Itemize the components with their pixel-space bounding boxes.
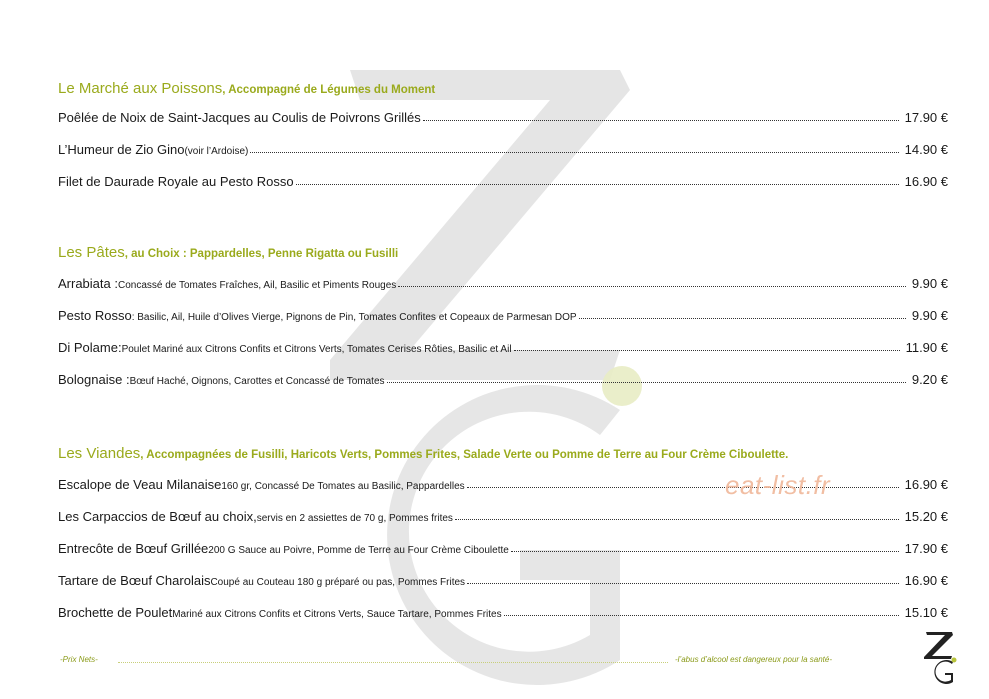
menu-item: Arrabiata : Concassé de Tomates Fraîches, Ail, Basilic et Piments Rouges 9.90 € [58, 276, 948, 291]
menu-item: Entrecôte de Bœuf Grillée 200 G Sauce au Poivre, Pomme de Terre au Four Crème Ciboulette 17.90 € [58, 541, 948, 556]
item-price: 15.20 € [904, 509, 948, 524]
item-price: 11.90 € [905, 340, 948, 355]
leader-dots [296, 184, 899, 185]
menu-item: Di Polame: Poulet Mariné aux Citrons Confits et Citrons Verts, Tomates Cerises Rôties, Basilic et Ail 11.90 € [58, 340, 948, 355]
item-price: 9.20 € [911, 372, 948, 387]
menu-item: Les Carpaccios de Bœuf au choix, servis en 2 assiettes de 70 g, Pommes frites 15.20 € [58, 509, 948, 524]
leader-dots [387, 382, 906, 383]
footer-alcohol-warning: -l’abus d’alcool est dangereux pour la santé- [675, 655, 832, 664]
zg-footer-logo [920, 630, 960, 686]
leader-dots [511, 551, 899, 552]
item-price: 16.90 € [904, 174, 948, 189]
footer-divider [118, 662, 668, 663]
leader-dots [467, 487, 899, 488]
leader-dots [455, 519, 899, 520]
leader-dots [250, 152, 898, 153]
item-price: 16.90 € [904, 477, 948, 492]
menu-item: Escalope de Veau Milanaise 160 gr, Concassé De Tomates au Basilic, Pappardelles 16.90 € [58, 477, 948, 492]
menu-item: Pesto Rosso : Basilic, Ail, Huile d’Olives Vierge, Pignons de Pin, Tomates Confites et Copeaux de Parmesan DOP 9.90 € [58, 308, 948, 323]
item-price: 9.90 € [911, 308, 948, 323]
item-price: 17.90 € [904, 110, 948, 125]
site-credit: eat-list.fr [725, 470, 831, 500]
item-price: 17.90 € [904, 541, 948, 556]
item-price: 9.90 € [911, 276, 948, 291]
section-title-poissons: Le Marché aux Poissons, Accompagné de Légumes du Moment [58, 80, 436, 97]
leader-dots [423, 120, 899, 121]
menu-item: Filet de Daurade Royale au Pesto Rosso 16.90 € [58, 174, 948, 189]
leader-dots [579, 318, 906, 319]
menu-item: Brochette de Poulet Mariné aux Citrons Confits et Citrons Verts, Sauce Tartare, Pommes Frites 15.10 € [58, 605, 948, 620]
leader-dots [467, 583, 899, 584]
item-price: 15.10 € [904, 605, 948, 620]
item-price: 16.90 € [904, 573, 948, 588]
section-title-viandes: Les Viandes, Accompagnées de Fusilli, Haricots Verts, Pommes Frites, Salade Verte ou Pomme de Terre au Four Crème Ciboulette. [58, 445, 789, 462]
section-title-pates: Les Pâtes, au Choix : Pappardelles, Penne Rigatta ou Fusilli [58, 244, 399, 261]
item-price: 14.90 € [904, 142, 948, 157]
menu-item: Tartare de Bœuf Charolais Coupé au Couteau 180 g préparé ou pas, Pommes Frites 16.90 € [58, 573, 948, 588]
leader-dots [504, 615, 899, 616]
menu-item: Bolognaise : Bœuf Haché, Oignons, Carottes et Concassé de Tomates 9.20 € [58, 372, 948, 387]
menu-item: L’Humeur de Zio Gino (voir l’Ardoise) 14.90 € [58, 142, 948, 157]
leader-dots [514, 350, 900, 351]
leader-dots [398, 286, 906, 287]
menu-item: Poêlée de Noix de Saint-Jacques au Coulis de Poivrons Grillés 17.90 € [58, 110, 948, 125]
footer-prix-nets: -Prix Nets- [60, 655, 98, 664]
